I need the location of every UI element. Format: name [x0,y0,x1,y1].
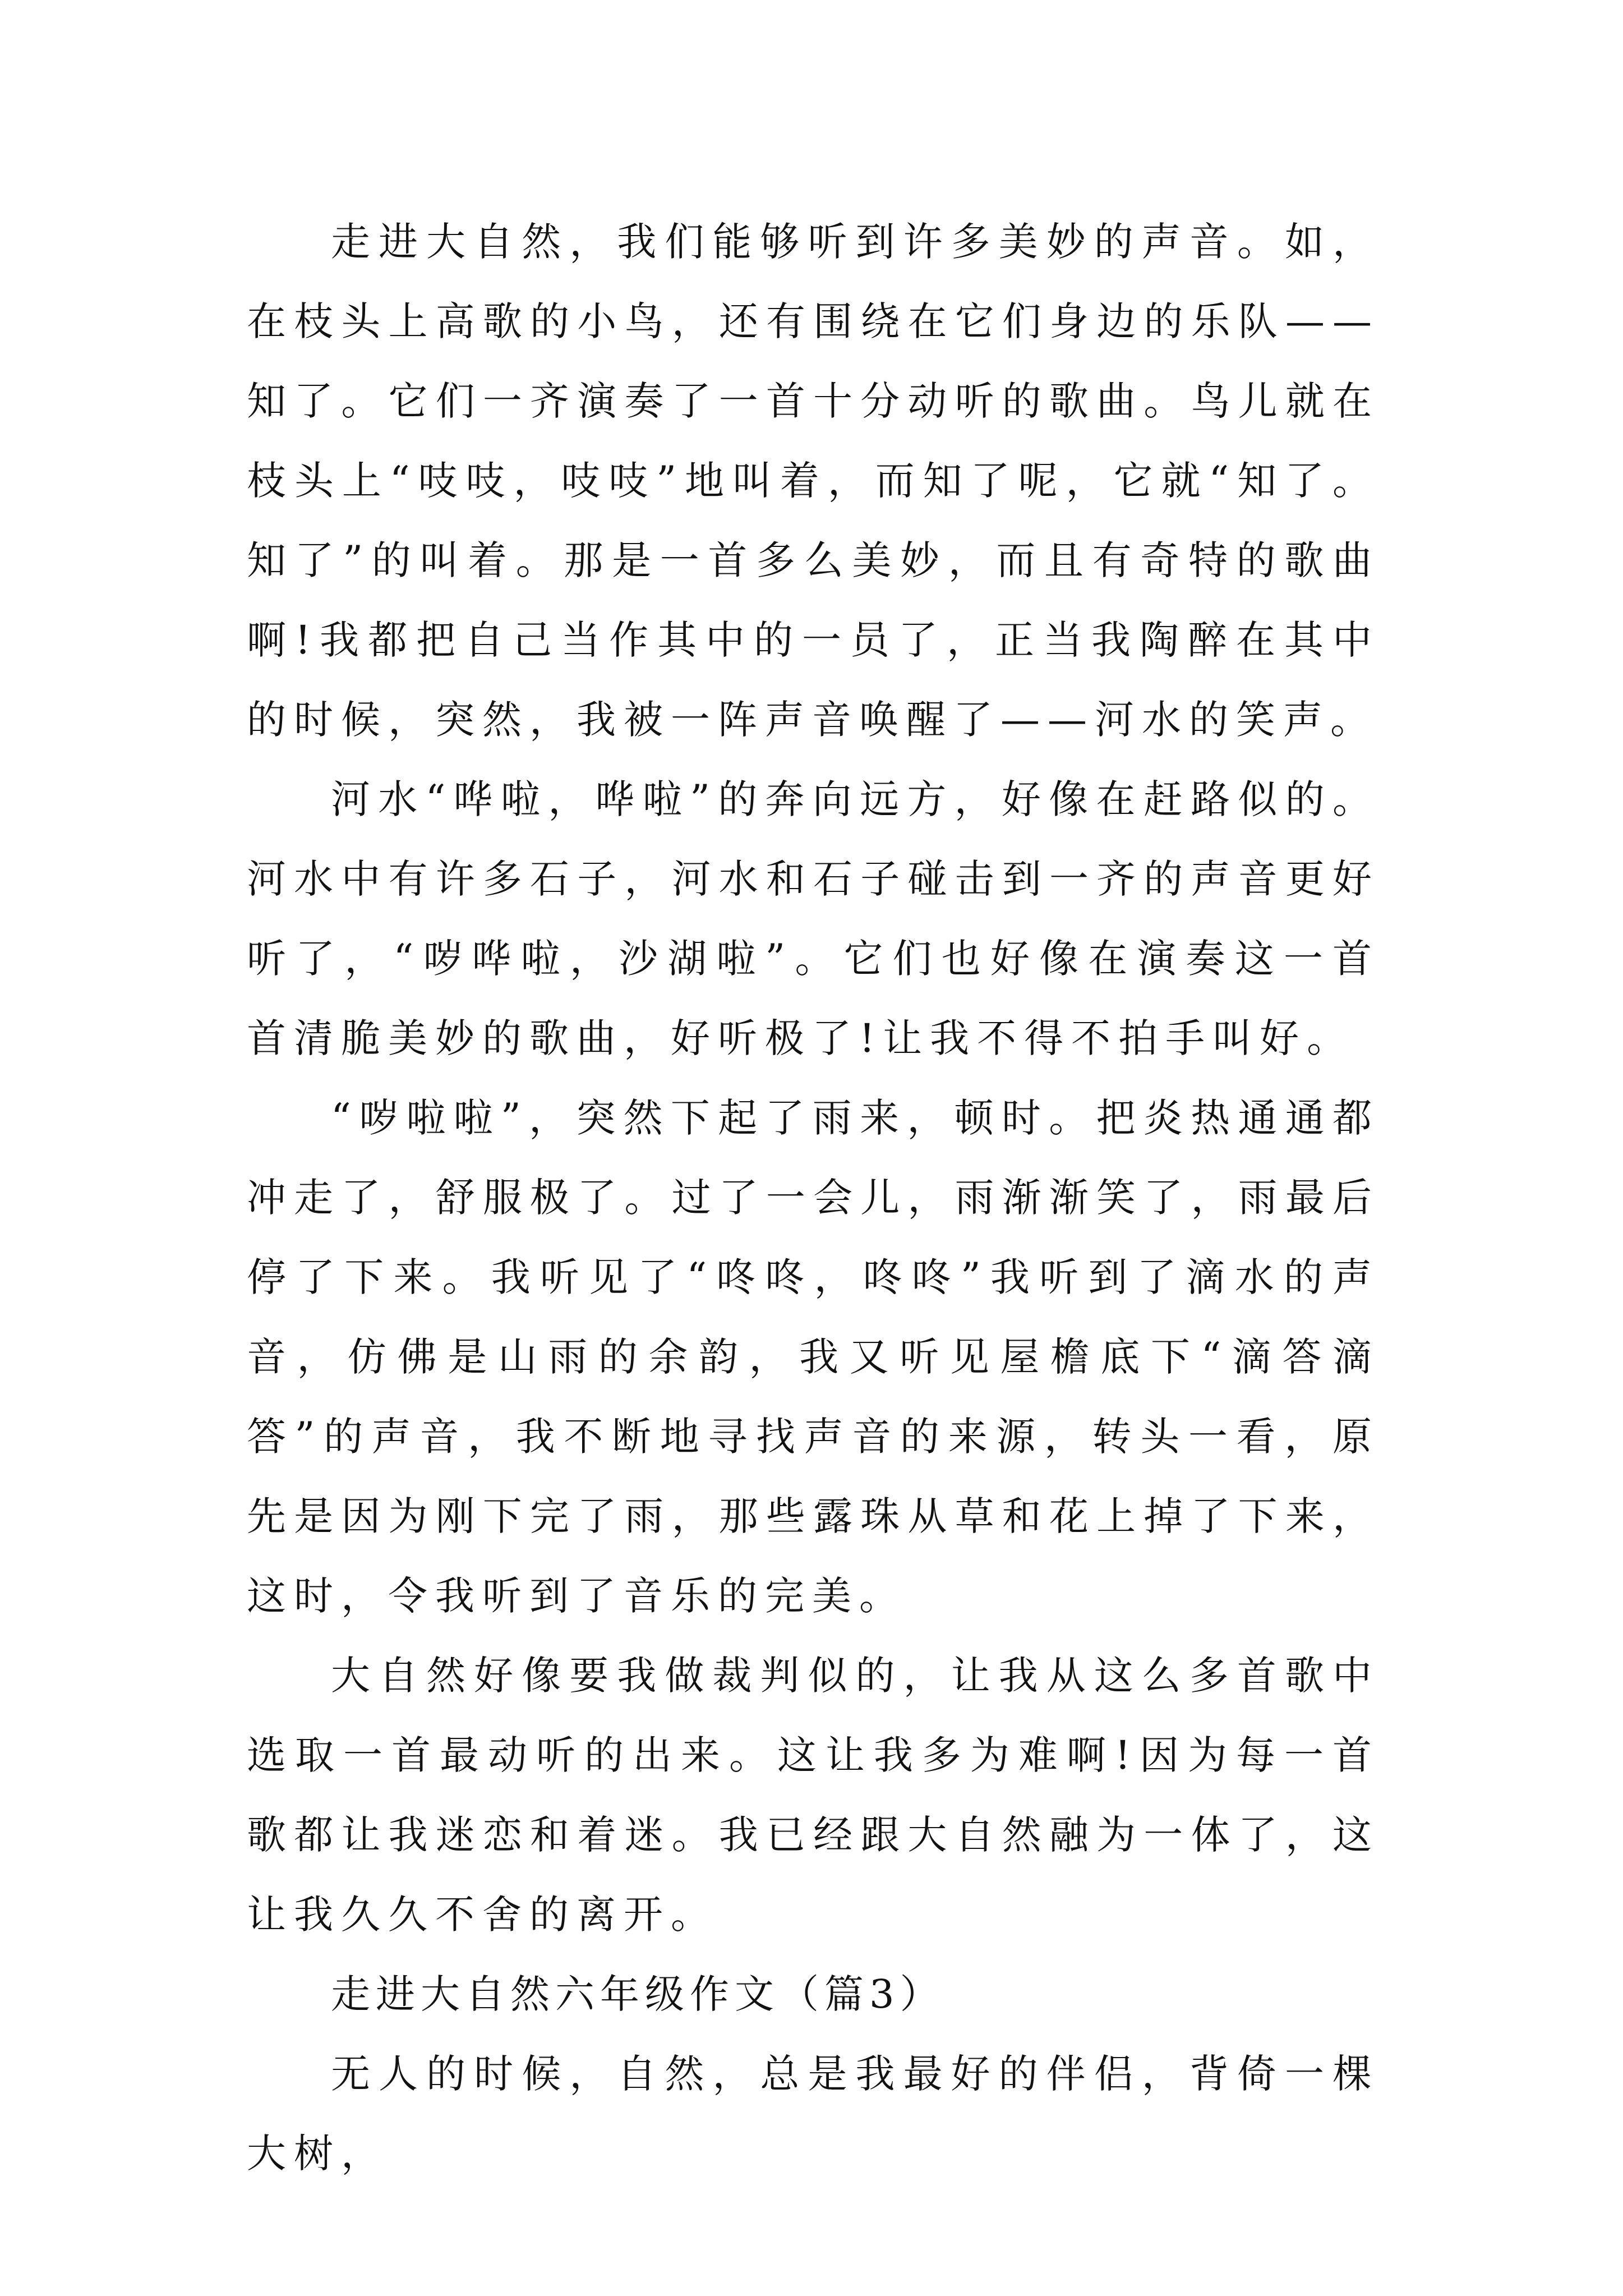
paragraph-3: “哕啦啦”，突然下起了雨来，顿时。把炎热通通都冲走了，舒服极了。过了一会儿，雨渐渐笑了，雨最后停了下来。我听见了“咚咚，咚咚”我听到了滴水的声音，仿佛是山雨的余韵，我又听见屋檐底下“滴答滴答”的声音，我不断地寻找声音的来源，转头一看，原先是因为刚下完了雨，那些露珠从草和花上掉了下来，这时，令我听到了音乐的完美。 [247,1095,1380,1619]
paragraph-4: 大自然好像要我做裁判似的，让我从这么多首歌中选取一首最动听的出来。这让我多为难啊!因为每一首歌都让我迷恋和着迷。我已经跟大自然融为一体了，这让我久久不舍的离开。 [247,1653,1380,1938]
section-heading: 走进大自然六年级作文（篇3） [331,1971,945,2017]
paragraph-2: 河水“哗啦，哗啦”的奔向远方，好像在赶路似的。河水中有许多石子，河水和石子碰击到一齐的声音更好听了，“哕哗啦，沙湖啦”。它们也好像在演奏这一首首清脆美妙的歌曲，好听极了!让我不得不拍手叫好。 [247,776,1380,1061]
paragraph-1: 走进大自然，我们能够听到许多美妙的声音。如，在枝头上高歌的小鸟，还有围绕在它们身边的乐队——知了。它们一齐演奏了一首十分动听的歌曲。鸟儿就在枝头上“吱吱，吱吱”地叫着，而知了呢，它就“知了。知了”的叫着。那是一首多么美妙，而且有奇特的歌曲啊!我都把自己当作其中的一员了，正当我陶醉在其中的时候，突然，我被一阵声音唤醒了——河水的笑声。 [247,219,1380,743]
document-body [247,202,1380,2193]
paragraph-5: 无人的时候，自然，总是我最好的伴侣，背倚一棵大树， [247,2051,1380,2177]
